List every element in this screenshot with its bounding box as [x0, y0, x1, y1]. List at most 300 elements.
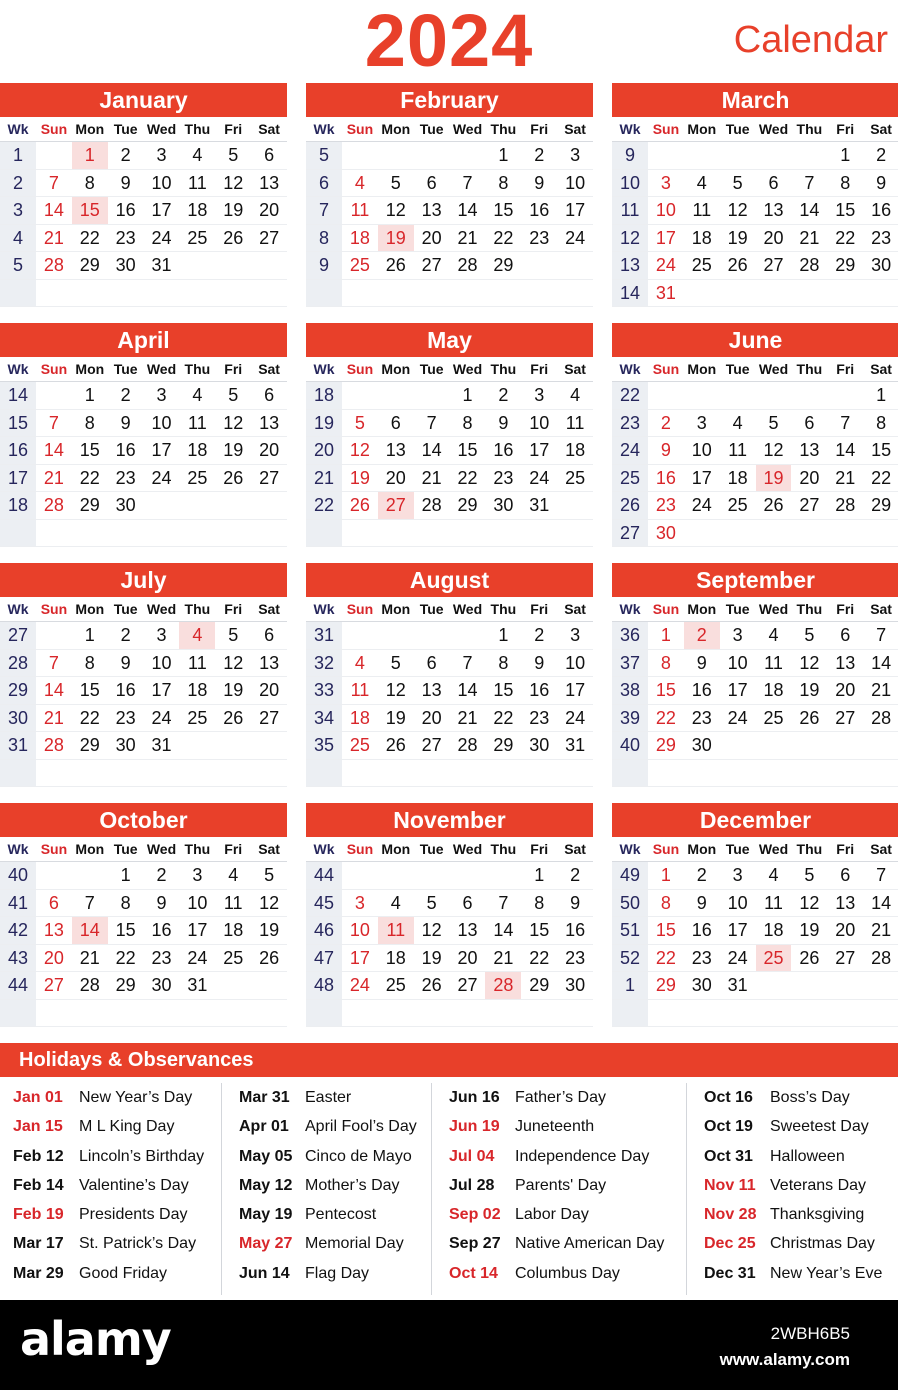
holiday-date: Oct 31	[704, 1147, 753, 1165]
day-cell: 10	[521, 410, 557, 438]
day-cell	[521, 1000, 557, 1028]
day-cell: 19	[342, 465, 378, 493]
day-cell	[342, 862, 378, 890]
day-cell: 22	[648, 705, 684, 733]
day-cell: 29	[450, 492, 486, 520]
day-cell: 2	[108, 142, 144, 170]
day-cell	[827, 760, 863, 788]
day-cell: 3	[144, 622, 180, 650]
day-cell: 29	[485, 252, 521, 280]
day-cell: 16	[144, 917, 180, 945]
week-number: 49	[612, 862, 648, 890]
week-number: 37	[612, 650, 648, 678]
holiday-name: M L King Day	[79, 1118, 175, 1136]
day-cell	[756, 1000, 792, 1028]
weekday-header: Wed	[756, 357, 792, 382]
day-cell: 6	[251, 142, 287, 170]
weekday-header: Sun	[648, 837, 684, 862]
weekday-header: Sun	[36, 597, 72, 622]
day-cell	[791, 1000, 827, 1028]
day-cell: 15	[72, 197, 108, 225]
holiday-name: Juneteenth	[515, 1118, 595, 1136]
day-cell: 3	[342, 890, 378, 918]
week-number: 7	[306, 197, 342, 225]
holiday-date: Oct 19	[704, 1118, 753, 1136]
day-cell: 29	[648, 972, 684, 1000]
day-cell: 31	[179, 972, 215, 1000]
day-cell: 6	[251, 382, 287, 410]
day-cell: 25	[342, 252, 378, 280]
day-cell: 15	[108, 917, 144, 945]
day-cell: 27	[251, 225, 287, 253]
day-cell	[414, 760, 450, 788]
day-cell	[414, 862, 450, 890]
day-cell	[378, 622, 414, 650]
weekday-header: Sun	[36, 837, 72, 862]
weekday-header: Mon	[684, 597, 720, 622]
holiday-date: May 19	[239, 1206, 293, 1224]
weekday-header: Mon	[684, 117, 720, 142]
day-cell: 12	[378, 197, 414, 225]
day-cell	[36, 760, 72, 788]
month-grid	[612, 357, 898, 547]
weekday-header: Sun	[648, 597, 684, 622]
day-cell: 22	[827, 225, 863, 253]
month-title: November	[306, 803, 593, 837]
day-cell	[72, 520, 108, 548]
day-cell: 20	[827, 917, 863, 945]
day-cell	[863, 520, 898, 548]
holiday-row	[13, 1171, 221, 1200]
week-number	[306, 280, 342, 308]
week-number: 6	[306, 170, 342, 198]
day-cell: 16	[684, 917, 720, 945]
day-cell	[215, 520, 251, 548]
weekday-header: Tue	[720, 837, 756, 862]
holiday-date: Dec 25	[704, 1235, 756, 1253]
day-cell: 22	[72, 705, 108, 733]
day-cell: 21	[450, 705, 486, 733]
week-number: 50	[612, 890, 648, 918]
day-cell	[108, 280, 144, 308]
day-cell	[215, 252, 251, 280]
weekday-header: Sat	[863, 597, 898, 622]
month-title: August	[306, 563, 593, 597]
day-cell: 12	[215, 650, 251, 678]
day-cell: 19	[756, 465, 792, 493]
day-cell: 7	[36, 650, 72, 678]
day-cell: 8	[72, 410, 108, 438]
day-cell: 30	[144, 972, 180, 1000]
week-number	[306, 520, 342, 548]
day-cell	[144, 520, 180, 548]
week-number: 1	[0, 142, 36, 170]
week-number: 5	[0, 252, 36, 280]
day-cell: 20	[827, 677, 863, 705]
day-cell: 5	[791, 862, 827, 890]
holiday-row	[239, 1171, 431, 1200]
week-number	[306, 760, 342, 788]
day-cell	[557, 492, 593, 520]
day-cell: 11	[720, 437, 756, 465]
holiday-row	[704, 1112, 898, 1141]
day-cell: 18	[378, 945, 414, 973]
weekday-header: Sat	[557, 597, 593, 622]
day-cell: 5	[378, 650, 414, 678]
week-number: 45	[306, 890, 342, 918]
day-cell	[720, 732, 756, 760]
day-cell: 14	[36, 437, 72, 465]
week-number: 35	[306, 732, 342, 760]
week-number: 27	[612, 520, 648, 548]
week-number: 14	[0, 382, 36, 410]
holiday-row	[449, 1171, 686, 1200]
holiday-row	[239, 1112, 431, 1141]
day-cell: 15	[827, 197, 863, 225]
day-cell	[756, 382, 792, 410]
day-cell: 26	[215, 225, 251, 253]
holiday-name: Sweetest Day	[770, 1118, 869, 1136]
month-title: February	[306, 83, 593, 117]
weekday-header: Thu	[179, 837, 215, 862]
week-number: 15	[0, 410, 36, 438]
holiday-date: Jun 14	[239, 1264, 290, 1282]
day-cell: 20	[36, 945, 72, 973]
day-cell: 18	[756, 677, 792, 705]
day-cell: 26	[342, 492, 378, 520]
day-cell	[179, 732, 215, 760]
day-cell: 30	[521, 732, 557, 760]
day-cell	[179, 492, 215, 520]
day-cell: 10	[144, 170, 180, 198]
day-cell: 5	[251, 862, 287, 890]
week-number	[0, 760, 36, 788]
holiday-row	[704, 1142, 898, 1171]
day-cell	[827, 280, 863, 308]
day-cell: 8	[521, 890, 557, 918]
day-cell: 16	[108, 437, 144, 465]
day-cell: 11	[756, 890, 792, 918]
weekday-header: Thu	[485, 837, 521, 862]
day-cell: 13	[827, 650, 863, 678]
day-cell	[684, 142, 720, 170]
day-cell: 29	[827, 252, 863, 280]
day-cell: 30	[485, 492, 521, 520]
holiday-name: Memorial Day	[305, 1235, 404, 1253]
day-cell: 20	[450, 945, 486, 973]
week-number: 2	[0, 170, 36, 198]
day-cell: 7	[863, 622, 898, 650]
day-cell	[378, 382, 414, 410]
day-cell	[557, 520, 593, 548]
month-title: December	[612, 803, 898, 837]
month-may	[306, 323, 593, 548]
day-cell	[648, 142, 684, 170]
day-cell: 7	[450, 650, 486, 678]
day-cell	[378, 1000, 414, 1028]
day-cell: 23	[521, 225, 557, 253]
day-cell	[36, 142, 72, 170]
day-cell	[521, 252, 557, 280]
weekday-header: Wed	[756, 837, 792, 862]
holiday-date: May 27	[239, 1235, 293, 1253]
day-cell: 25	[179, 225, 215, 253]
holiday-column	[431, 1083, 686, 1295]
week-number: 33	[306, 677, 342, 705]
day-cell: 19	[215, 437, 251, 465]
day-cell: 10	[684, 437, 720, 465]
holiday-name: Boss’s Day	[770, 1089, 850, 1106]
weekday-header: Wed	[144, 117, 180, 142]
holiday-name: Veterans Day	[770, 1176, 867, 1194]
day-cell: 25	[179, 465, 215, 493]
day-cell: 13	[251, 650, 287, 678]
weekday-header: Fri	[215, 117, 251, 142]
day-cell: 19	[378, 225, 414, 253]
holiday-date: Sep 27	[449, 1235, 501, 1253]
week-number: 48	[306, 972, 342, 1000]
day-cell: 6	[251, 622, 287, 650]
day-cell	[791, 732, 827, 760]
day-cell: 28	[485, 972, 521, 1000]
day-cell: 20	[251, 197, 287, 225]
day-cell	[791, 760, 827, 788]
holiday-date: Feb 14	[13, 1176, 64, 1194]
month-grid	[0, 357, 287, 547]
day-cell: 12	[251, 890, 287, 918]
weekday-header: Tue	[720, 357, 756, 382]
day-cell: 25	[720, 492, 756, 520]
week-number: 1	[612, 972, 648, 1000]
weekday-header: Wk	[306, 117, 342, 142]
day-cell: 21	[36, 705, 72, 733]
holiday-name: Valentine’s Day	[79, 1176, 189, 1194]
week-number: 5	[306, 142, 342, 170]
weekday-header: Sun	[342, 597, 378, 622]
day-cell: 9	[485, 410, 521, 438]
day-cell: 11	[342, 197, 378, 225]
brand-logo: alamy	[20, 1312, 171, 1366]
month-october	[0, 803, 287, 1028]
weekday-header: Tue	[720, 597, 756, 622]
day-cell	[485, 862, 521, 890]
week-number: 26	[612, 492, 648, 520]
day-cell: 4	[179, 622, 215, 650]
weekday-header: Sun	[342, 837, 378, 862]
day-cell	[108, 520, 144, 548]
day-cell: 15	[485, 677, 521, 705]
day-cell	[144, 492, 180, 520]
weekday-header: Fri	[827, 597, 863, 622]
day-cell: 28	[450, 252, 486, 280]
day-cell: 2	[863, 142, 898, 170]
day-cell: 9	[108, 650, 144, 678]
week-number: 52	[612, 945, 648, 973]
day-cell: 12	[215, 410, 251, 438]
day-cell: 18	[342, 225, 378, 253]
day-cell: 3	[557, 142, 593, 170]
day-cell: 24	[342, 972, 378, 1000]
day-cell: 11	[179, 410, 215, 438]
day-cell: 26	[378, 252, 414, 280]
day-cell: 8	[648, 890, 684, 918]
day-cell: 29	[648, 732, 684, 760]
weekday-header: Sat	[557, 357, 593, 382]
holiday-name: Cinco de Mayo	[305, 1147, 412, 1165]
holiday-date: Sep 02	[449, 1206, 501, 1224]
day-cell: 1	[521, 862, 557, 890]
day-cell	[791, 382, 827, 410]
day-cell: 29	[72, 492, 108, 520]
day-cell: 28	[863, 945, 898, 973]
week-number	[0, 1000, 36, 1028]
day-cell	[557, 760, 593, 788]
day-cell: 15	[521, 917, 557, 945]
holiday-row	[13, 1083, 221, 1112]
day-cell: 22	[648, 945, 684, 973]
month-november	[306, 803, 593, 1028]
day-cell	[342, 142, 378, 170]
day-cell	[414, 1000, 450, 1028]
week-number: 9	[612, 142, 648, 170]
day-cell: 14	[485, 917, 521, 945]
day-cell: 13	[756, 197, 792, 225]
day-cell: 25	[342, 732, 378, 760]
day-cell: 29	[485, 732, 521, 760]
weekday-header: Sat	[251, 357, 287, 382]
day-cell: 6	[378, 410, 414, 438]
day-cell: 26	[756, 492, 792, 520]
holiday-date: Apr 01	[239, 1118, 289, 1136]
holiday-row	[239, 1083, 431, 1112]
day-cell	[648, 760, 684, 788]
day-cell: 1	[485, 622, 521, 650]
week-number: 36	[612, 622, 648, 650]
day-cell: 13	[36, 917, 72, 945]
day-cell	[108, 1000, 144, 1028]
month-september	[612, 563, 898, 788]
day-cell: 25	[756, 945, 792, 973]
day-cell: 19	[215, 197, 251, 225]
day-cell: 28	[72, 972, 108, 1000]
day-cell: 1	[450, 382, 486, 410]
holiday-name: New Year’s Eve	[770, 1264, 883, 1282]
day-cell	[414, 280, 450, 308]
holiday-row	[239, 1200, 431, 1229]
day-cell	[450, 520, 486, 548]
day-cell: 6	[756, 170, 792, 198]
day-cell: 6	[791, 410, 827, 438]
day-cell: 15	[450, 437, 486, 465]
weekday-header: Fri	[215, 837, 251, 862]
day-cell: 21	[863, 917, 898, 945]
day-cell: 21	[791, 225, 827, 253]
day-cell: 4	[720, 410, 756, 438]
week-number: 18	[306, 382, 342, 410]
day-cell: 2	[108, 382, 144, 410]
day-cell: 7	[36, 170, 72, 198]
holiday-row	[239, 1259, 431, 1288]
day-cell	[108, 760, 144, 788]
day-cell: 17	[144, 197, 180, 225]
holiday-date: Dec 31	[704, 1264, 756, 1282]
day-cell: 9	[521, 170, 557, 198]
day-cell: 20	[378, 465, 414, 493]
holiday-row	[704, 1259, 898, 1288]
holiday-row	[704, 1083, 898, 1112]
weekday-header: Thu	[791, 117, 827, 142]
day-cell: 26	[378, 732, 414, 760]
day-cell: 19	[215, 677, 251, 705]
day-cell: 27	[414, 732, 450, 760]
day-cell: 3	[648, 170, 684, 198]
day-cell: 4	[179, 142, 215, 170]
weekday-header: Wed	[450, 597, 486, 622]
holiday-name: Good Friday	[79, 1264, 168, 1282]
day-cell	[144, 760, 180, 788]
holiday-name: April Fool’s Day	[305, 1118, 417, 1136]
holiday-date: Nov 28	[704, 1206, 757, 1224]
weekday-header: Mon	[378, 597, 414, 622]
weekday-header: Sat	[251, 837, 287, 862]
holiday-name: Flag Day	[305, 1264, 370, 1282]
holiday-name: Easter	[305, 1089, 352, 1106]
holiday-name: New Year’s Day	[79, 1089, 193, 1106]
day-cell	[791, 142, 827, 170]
week-number: 51	[612, 917, 648, 945]
day-cell: 9	[108, 170, 144, 198]
holiday-date: Jun 19	[449, 1118, 500, 1136]
holiday-row	[13, 1112, 221, 1141]
day-cell	[756, 280, 792, 308]
day-cell: 16	[108, 197, 144, 225]
day-cell: 7	[485, 890, 521, 918]
day-cell: 21	[485, 945, 521, 973]
day-cell: 18	[179, 677, 215, 705]
day-cell: 25	[215, 945, 251, 973]
day-cell	[414, 142, 450, 170]
day-cell: 3	[684, 410, 720, 438]
day-cell: 24	[720, 705, 756, 733]
weekday-header: Wed	[144, 837, 180, 862]
day-cell: 14	[827, 437, 863, 465]
day-cell: 4	[684, 170, 720, 198]
weekday-header: Thu	[791, 357, 827, 382]
day-cell	[863, 760, 898, 788]
day-cell: 28	[791, 252, 827, 280]
week-number: 23	[612, 410, 648, 438]
day-cell: 7	[791, 170, 827, 198]
weekday-header: Wed	[450, 117, 486, 142]
weekday-header: Tue	[108, 117, 144, 142]
day-cell: 8	[648, 650, 684, 678]
day-cell	[72, 760, 108, 788]
day-cell: 20	[756, 225, 792, 253]
day-cell: 21	[414, 465, 450, 493]
day-cell	[485, 760, 521, 788]
day-cell	[179, 1000, 215, 1028]
day-cell	[378, 280, 414, 308]
day-cell: 27	[827, 705, 863, 733]
image-id: 2WBH6B5	[770, 1324, 850, 1343]
day-cell	[648, 382, 684, 410]
weekday-header: Mon	[72, 117, 108, 142]
day-cell: 8	[108, 890, 144, 918]
week-number: 9	[306, 252, 342, 280]
day-cell: 2	[557, 862, 593, 890]
day-cell	[827, 732, 863, 760]
day-cell	[36, 280, 72, 308]
